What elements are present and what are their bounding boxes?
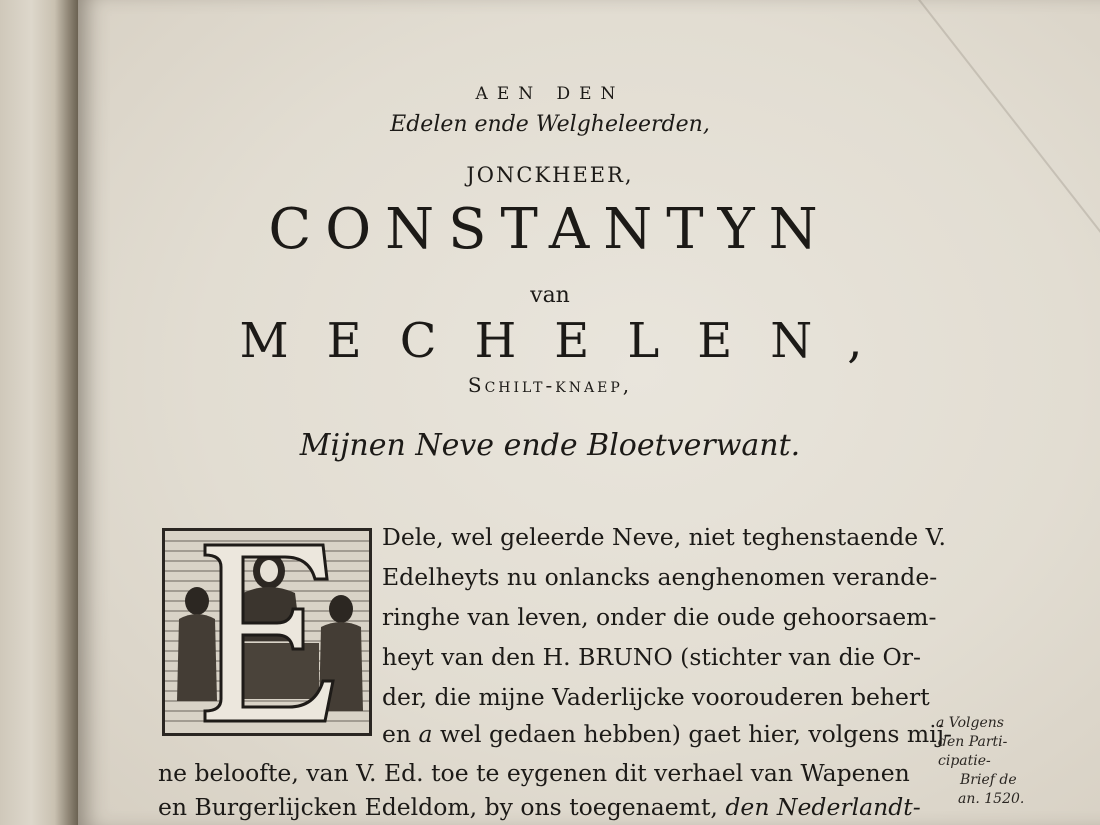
decorated-initial-e bbox=[162, 528, 372, 736]
body-line-8-italic: den Nederlandt- bbox=[725, 793, 921, 821]
margin-note-line: den Parti- bbox=[938, 734, 1008, 750]
engraved-initial-image bbox=[165, 531, 369, 733]
body-line-7: ne beloofte, van V. Ed. toe te eygenen dit verhael van Wapenen bbox=[158, 759, 910, 787]
heading-edelen: Edelen ende Welgheleerden, bbox=[390, 112, 710, 137]
body-line-4: heyt van den H. BRUNO (stichter van die Or- bbox=[382, 643, 921, 671]
footnote-marker-a: a bbox=[418, 720, 433, 748]
margin-note-line: cipatie- bbox=[938, 753, 991, 769]
margin-note bbox=[932, 714, 1027, 809]
heading-dedication: Mijnen Neve ende Bloetverwant. bbox=[299, 428, 801, 463]
body-line-1: Dele, wel geleerde Neve, niet teghenstaende V. bbox=[382, 523, 946, 551]
body-line-5: der, die mijne Vaderlijcke voorouderen behert bbox=[382, 683, 930, 711]
body-line-8 bbox=[158, 793, 921, 821]
body-line-6-post: wel gedaen hebben) gaet hier, volgens mij- bbox=[432, 720, 952, 748]
body-line-6 bbox=[382, 720, 952, 748]
heading-van: van bbox=[530, 283, 570, 308]
body-line-3: ringhe van leven, onder die oude gehoorsaem- bbox=[382, 603, 937, 631]
margin-note-line: a Volgens bbox=[936, 715, 1004, 731]
margin-note-line: Brief de bbox=[960, 772, 1017, 788]
heading-name-last: MECHELEN, bbox=[239, 313, 901, 369]
heading-jonckheer: JONCKHEER, bbox=[466, 163, 634, 187]
heading-name-first: CONSTANTYN bbox=[268, 197, 832, 262]
heading-schilt-knaep: Schilt-knaep, bbox=[467, 373, 633, 397]
margin-note-line: an. 1520. bbox=[958, 791, 1025, 807]
body-line-2: Edelheyts nu onlancks aenghenomen verande- bbox=[382, 563, 938, 591]
heading-aen-den: AEN DEN bbox=[475, 84, 625, 104]
body-line-6-pre: en bbox=[382, 720, 419, 748]
body-line-8-pre: en Burgerlijcken Edeldom, by ons toegenaemt, bbox=[158, 793, 726, 821]
